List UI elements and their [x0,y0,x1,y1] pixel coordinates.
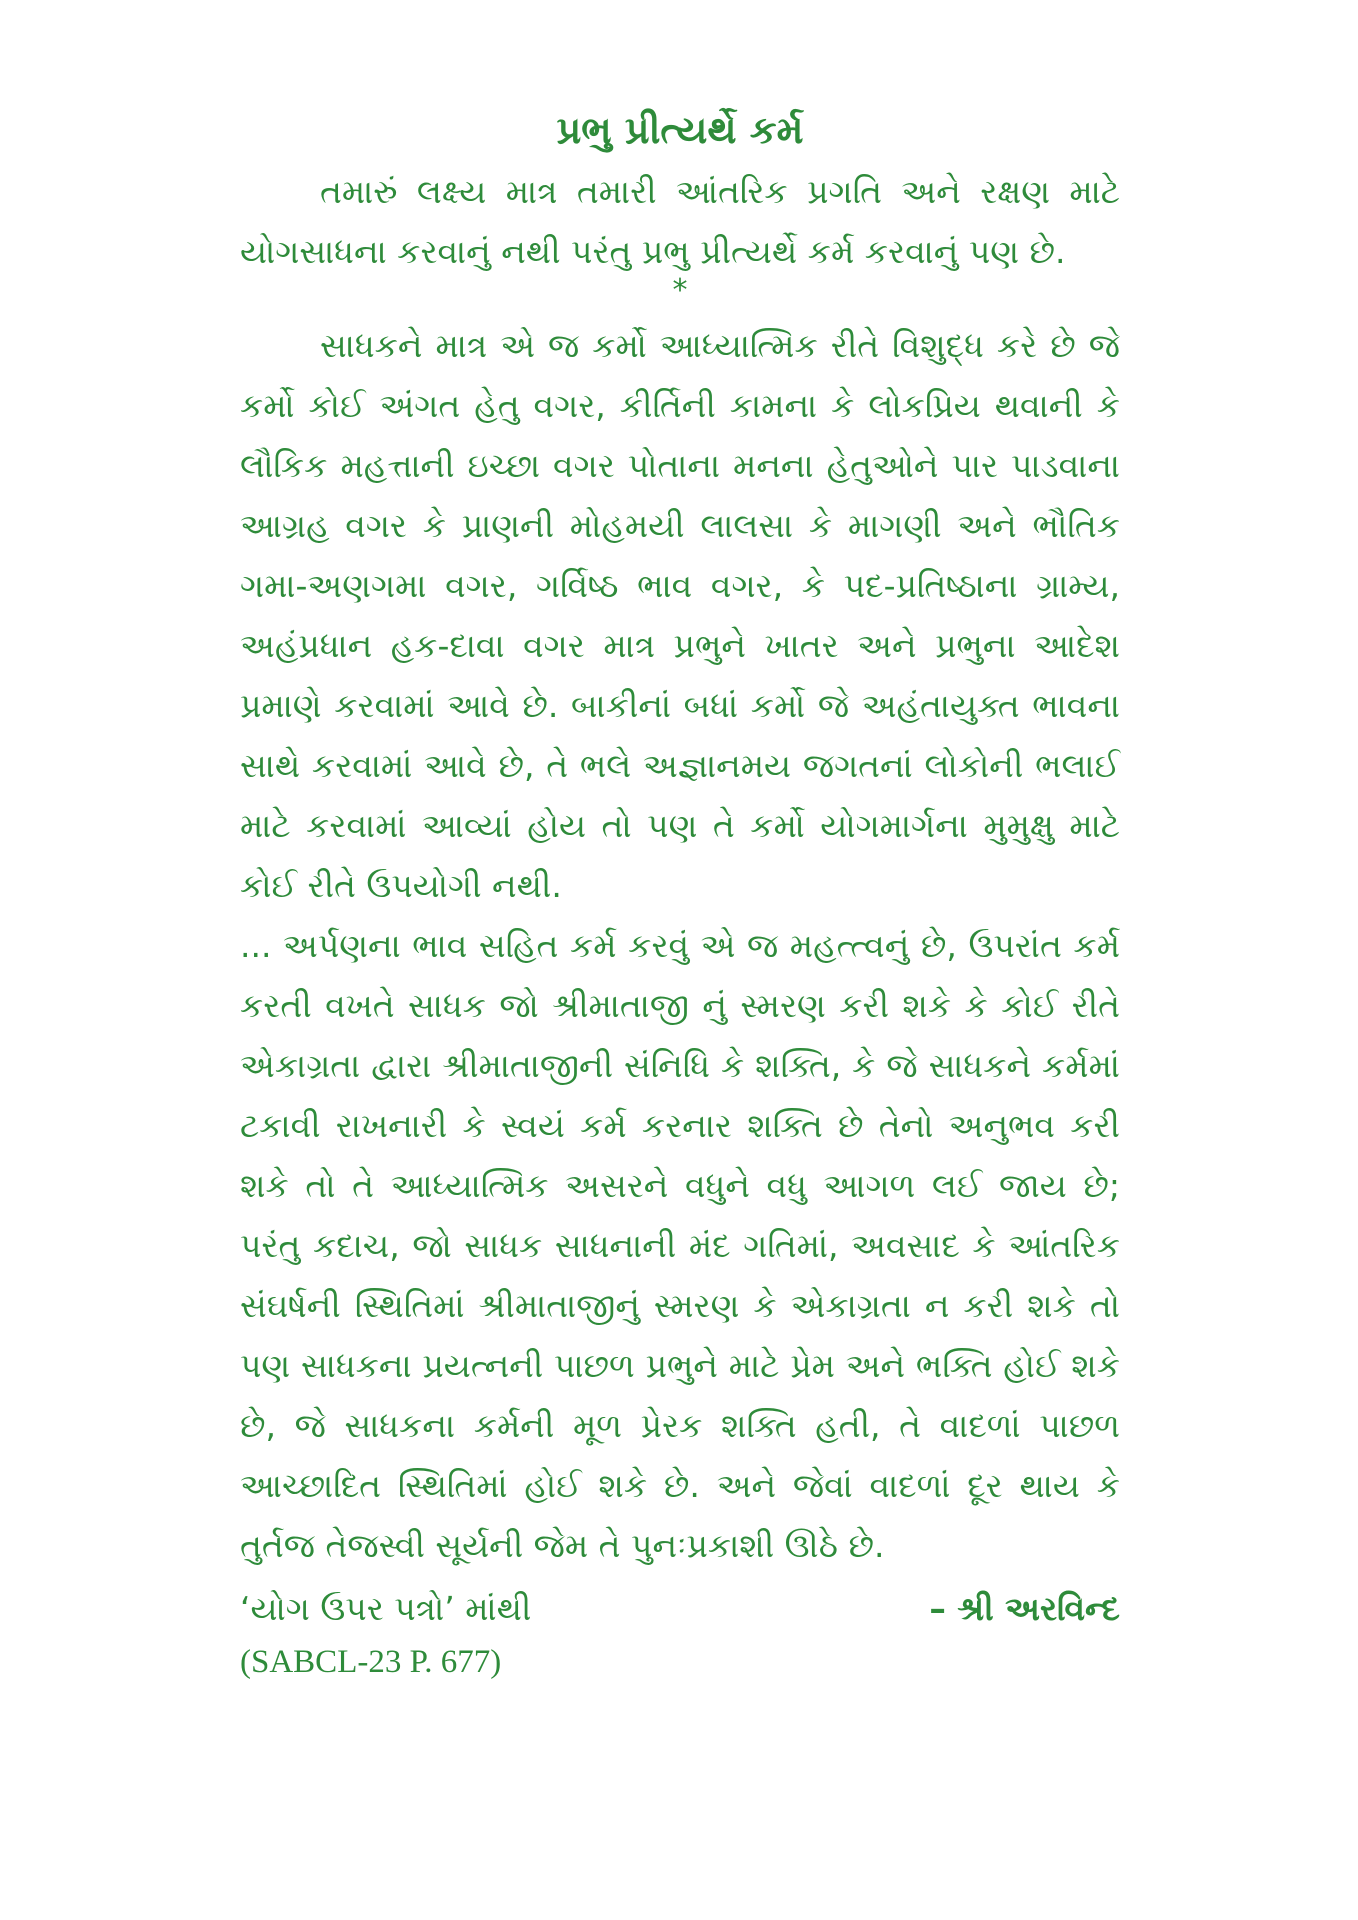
continuation-paragraph: ... અર્પણના ભાવ સહિત કર્મ કરવું એ જ મહત્ત્વનું છે, ઉપરાંત કર્મ કરતી વખતે સાધક જો શ્રીમાતાજી નું સ્મરણ કરી શકે કે કોઈ રીતે એકાગ્રતા દ્વારા શ્રીમાતાજીની સંનિધિ કે શક્તિ, કે જે સાધકને કર્મમાં ટકાવી રાખનારી કે સ્વયં કર્મ કરનાર શક્તિ છે તેનો અનુભવ કરી શકે તો તે આધ્યાત્મિક અસરને વધુને વધુ આગળ લઈ જાય છે; પરંતુ કદાચ, જો સાધક સાધનાની મંદ ગતિમાં, અવસાદ કે આંતરિક સંઘર્ષની સ્થિતિમાં શ્રીમાતાજીનું સ્મરણ કે એકાગ્રતા ન કરી શકે તો પણ સાધકના પ્રયત્નની પાછળ પ્રભુને માટે પ્રેમ અને ભક્તિ હોઈ શકે છે, જે સાધકના કર્મની મૂળ પ્રેરક શક્તિ હતી, તે વાદળાં પાછળ આચ્છાદિત સ્થિતિમાં હોઈ શકે છે. અને જેવાં વાદળાં દૂર થાય કે તુર્તજ તેજસ્વી સૂર્યની જેમ તે પુનઃપ્રકાશી ઊઠે છે. [240,926,1120,1565]
author-name: – શ્રી અરવિન્દ [929,1589,1120,1628]
attribution-row [240,1580,1120,1638]
main-paragraph: સાધકને માત્ર એ જ કર્મો આધ્યાત્મિક રીતે વિશુદ્ધ કરે છે જે કર્મો કોઈ અંગત હેતુ વગર, કીર્તિની કામના કે લોકપ્રિય થવાની કે લૌકિક મહત્તાની ઇચ્છા વગર પોતાના મનના હેતુઓને પાર પાડવાના આગ્રહ વગર કે પ્રાણની મોહમયી લાલસા કે માગણી અને ભૌતિક ગમા-અણગમા વગર, ગર્વિષ્ઠ ભાવ વગર, કે પદ-પ્રતિષ્ઠાના ગ્રામ્ય, અહંપ્રધાન હક-દાવા વગર માત્ર પ્રભુને ખાતર અને પ્રભુના આદેશ પ્રમાણે કરવામાં આવે છે. બાકીનાં બધાં કર્મો જે અહંતાયુક્ત ભાવના સાથે કરવામાં આવે છે, તે ભલે અજ્ઞાનમય જગતનાં લોકોની ભલાઈ માટે કરવામાં આવ્યાં હોય તો પણ તે કર્મો યોગમાર્ગના મુમુક્ષુ માટે કોઈ રીતે ઉપયોગી નથી. [240,326,1120,905]
source-note: ‘યોગ ઉપર પત્રો’ માંથી [240,1589,532,1628]
page-title: પ્રભુ પ્રીત્યર્થે કર્મ [556,108,804,152]
reference-citation: (SABCL-23 P. 677) [240,1644,502,1680]
document-page [240,100,1120,1686]
intro-paragraph: તમારું લક્ષ્ય માત્ર તમારી આંતરિક પ્રગતિ અને રક્ષણ માટે યોગસાધના કરવાનું નથી પરંતુ પ્રભુ પ્રીત્યર્થે કર્મ કરવાનું પણ છે. [240,172,1120,271]
separator-asterisk: * [672,273,688,308]
